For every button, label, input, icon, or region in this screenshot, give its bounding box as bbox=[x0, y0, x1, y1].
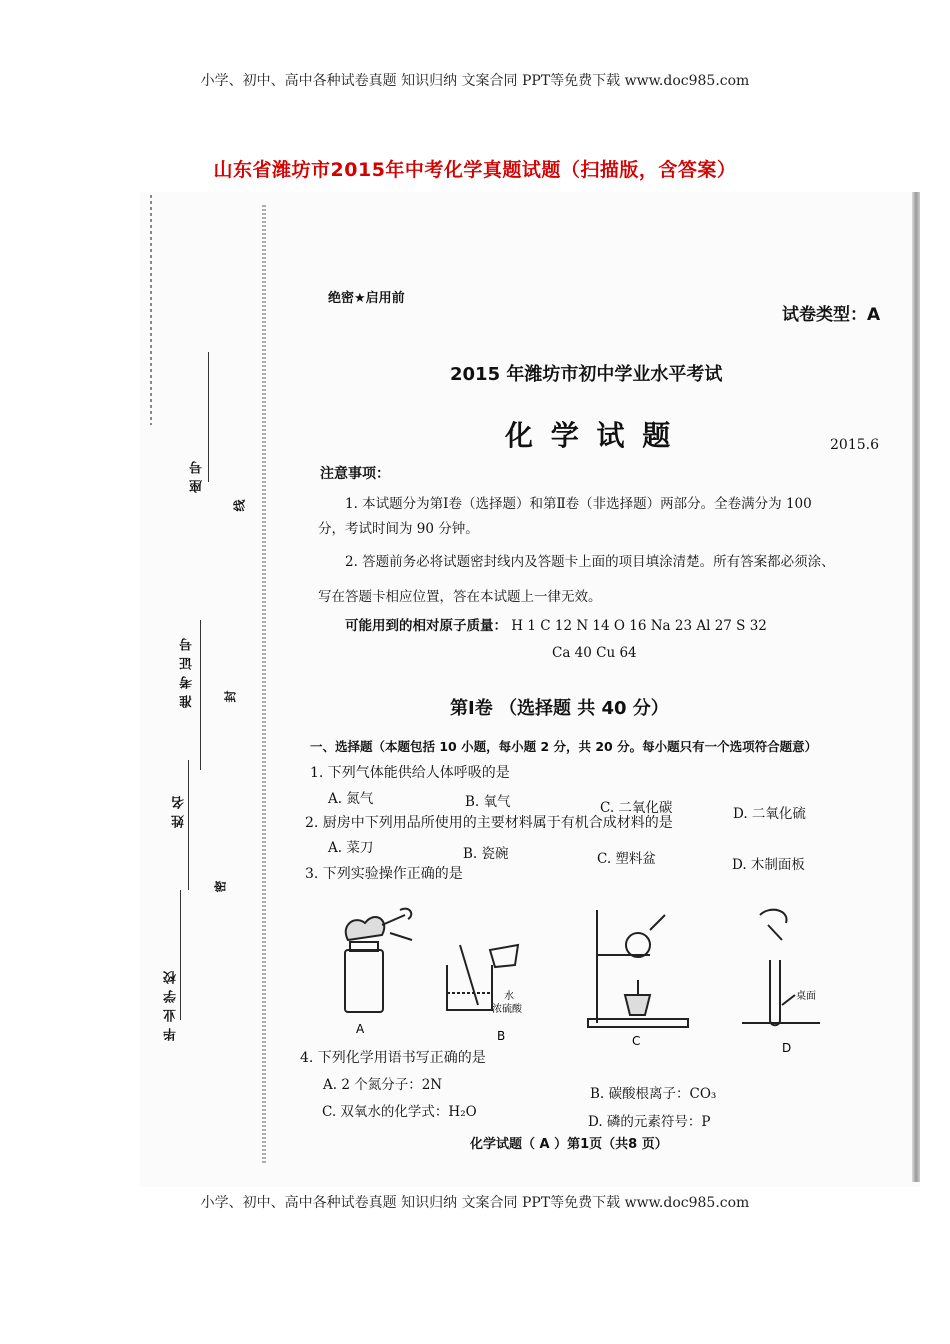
figure-b-label: B bbox=[497, 1029, 506, 1043]
q4-option-c: C. 双氧水的化学式：H₂O bbox=[322, 1104, 477, 1120]
q2-option-a: A. 菜刀 bbox=[328, 840, 374, 856]
part-heading: 一、选择题（本题包括 10 小题，每小题 2 分，共 20 分。每小题只有一个选项符合题意） bbox=[310, 739, 818, 754]
seat-label: 座号 bbox=[190, 455, 205, 493]
figure-c-stand bbox=[588, 910, 688, 1027]
q2-option-d: D. 木制面板 bbox=[732, 857, 805, 873]
q3-figures bbox=[320, 905, 840, 1055]
q4-option-d: D. 磷的元素符号：P bbox=[588, 1114, 711, 1130]
figure-a-gas-jar bbox=[345, 909, 412, 1012]
seal-char-line: 线 bbox=[232, 499, 247, 512]
atomic-masses-1: H 1 C 12 N 14 O 16 Na 23 Al 27 S 32 bbox=[511, 618, 767, 634]
seat-line bbox=[208, 352, 209, 482]
section-title: 第Ⅰ卷 （选择题 共 40 分） bbox=[450, 698, 669, 719]
page-footer: 化学试题（ A ）第1页（共8 页） bbox=[470, 1137, 668, 1152]
paper-type: 试卷类型：A bbox=[782, 305, 881, 325]
atomic-label: 可能用到的相对原子质量： bbox=[345, 618, 507, 634]
subject-title: 化 学 试 题 bbox=[505, 419, 675, 452]
q1-option-b: B. 氧气 bbox=[465, 794, 511, 810]
note-2b: 写在答题卡相应位置，答在本试题上一律无效。 bbox=[318, 589, 602, 605]
figure-b-acid: 浓硫酸 bbox=[492, 1004, 522, 1015]
seal-char-seal: 封 bbox=[223, 690, 238, 703]
question-4: 4. 下列化学用语书写正确的是 bbox=[300, 1050, 486, 1066]
ticket-line bbox=[200, 620, 201, 770]
header-banner: 小学、初中、高中各种试卷真题 知识归纳 文案合同 PPT等免费下载 www.doc985.com bbox=[200, 73, 750, 89]
scan-edge bbox=[912, 192, 920, 1182]
q4-option-b: B. 碳酸根离子：CO₃ bbox=[590, 1086, 717, 1102]
note-1a: 1. 本试题分为第Ⅰ卷（选择题）和第Ⅱ卷（非选择题）两部分。全卷满分为 100 bbox=[345, 496, 812, 512]
exam-title: 2015 年潍坊市初中学业水平考试 bbox=[450, 364, 723, 385]
note-1b: 分，考试时间为 90 分钟。 bbox=[318, 521, 479, 537]
exam-date: 2015.6 bbox=[830, 437, 879, 453]
notes-heading: 注意事项： bbox=[320, 466, 390, 482]
figure-d-label: D bbox=[782, 1041, 792, 1055]
q4-option-a: A. 2 个氮分子：2N bbox=[323, 1077, 443, 1093]
footer-banner: 小学、初中、高中各种试卷真题 知识归纳 文案合同 PPT等免费下载 www.doc985.com bbox=[200, 1195, 750, 1211]
question-2: 2. 厨房中下列用品所使用的主要材料属于有机合成材料的是 bbox=[305, 815, 673, 831]
note-2a: 2. 答题前务必将试题密封线内及答题卡上面的项目填涂清楚。所有答案都必须涂、 bbox=[345, 554, 835, 570]
school-label: 毕业学校 bbox=[164, 965, 179, 1041]
q1-option-d: D. 二氧化硫 bbox=[733, 806, 806, 822]
q1-option-a: A. 氮气 bbox=[328, 791, 374, 807]
q1-option-c: C. 二氧化碳 bbox=[600, 800, 673, 816]
doc-title: 山东省潍坊市2015年中考化学真题试题（扫描版，含答案） bbox=[213, 159, 737, 181]
q2-option-c: C. 塑料盆 bbox=[597, 851, 656, 867]
question-3: 3. 下列实验操作正确的是 bbox=[305, 866, 463, 882]
question-1: 1. 下列气体能供给人体呼吸的是 bbox=[310, 765, 510, 781]
seal-dotted-line bbox=[262, 205, 266, 1165]
figure-d-table: 桌面 bbox=[796, 991, 816, 1002]
seal-char-secret: 密 bbox=[213, 880, 228, 893]
atomic-masses-2: Ca 40 Cu 64 bbox=[552, 645, 637, 661]
figure-d-test-tube bbox=[742, 910, 820, 1026]
q2-option-b: B. 瓷碗 bbox=[463, 846, 509, 862]
name-label: 姓名 bbox=[172, 790, 187, 828]
figure-b-water: 水 bbox=[504, 991, 514, 1002]
secrecy-label: 绝密★启用前 bbox=[328, 291, 405, 306]
figure-c-label: C bbox=[632, 1034, 641, 1048]
ticket-label: 准考证号 bbox=[180, 632, 195, 708]
cut-line bbox=[150, 195, 152, 425]
figure-a-label: A bbox=[356, 1022, 365, 1036]
